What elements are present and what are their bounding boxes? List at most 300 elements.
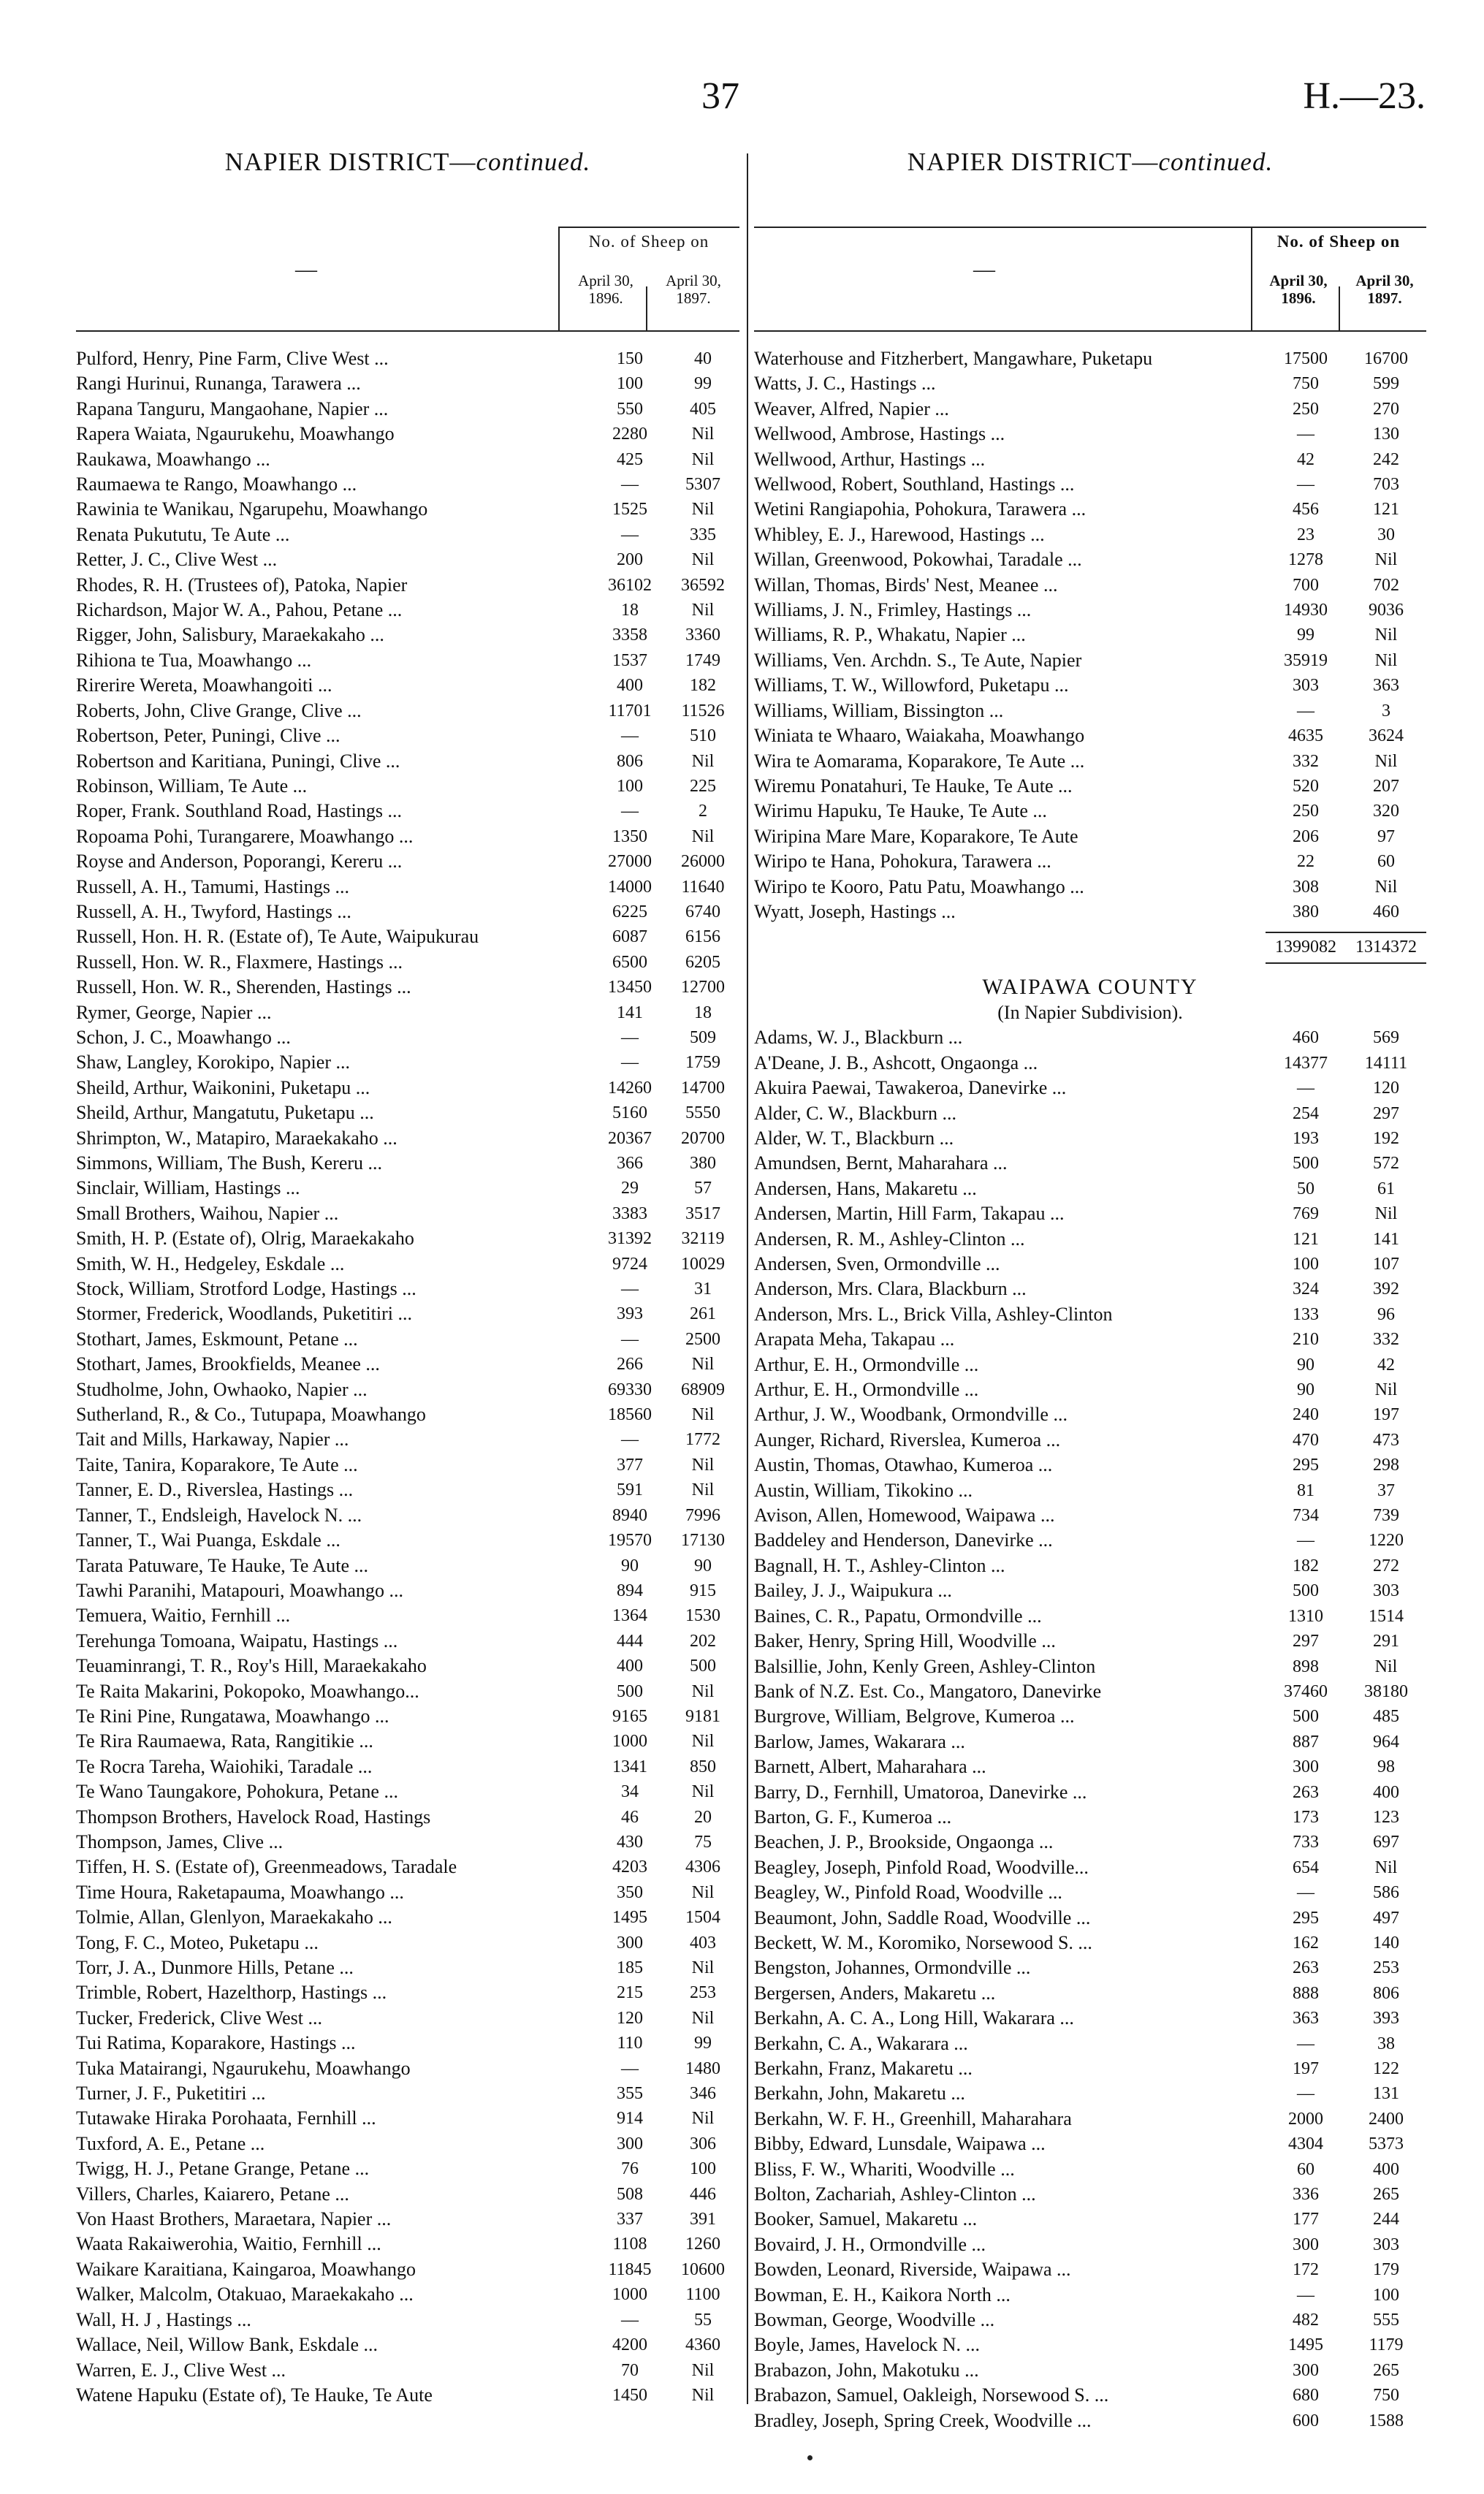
left-heading-main: NAPIER DISTRICT— <box>224 148 476 176</box>
table-row <box>76 1679 739 1704</box>
table-row <box>76 2207 739 2232</box>
owner-name: Bailey, J. J., Waipukura ... <box>754 1580 952 1602</box>
sheep-1897: 14700 <box>681 1078 725 1098</box>
sheep-1897: 253 <box>690 1983 716 2003</box>
sheep-1896: 240 <box>1293 1405 1319 1425</box>
sheep-1896: 14000 <box>608 877 652 897</box>
owner-name: Rapera Waiata, Ngaurukehu, Moawhango <box>76 423 395 445</box>
sheep-1897: 391 <box>690 2210 716 2229</box>
sheep-1897: 61 <box>1377 1179 1395 1198</box>
sheep-1897: 100 <box>1373 2285 1399 2305</box>
table-row <box>754 1277 1426 1301</box>
table-row <box>754 2081 1426 2106</box>
sheep-1897: 393 <box>1373 2009 1399 2029</box>
table-row <box>76 1402 739 1427</box>
table-row <box>754 1201 1426 1226</box>
sheep-1897: 37 <box>1377 1480 1395 1500</box>
sheep-1896: 769 <box>1293 1204 1319 1224</box>
owner-name: Torr, J. A., Dunmore Hills, Petane ... <box>76 1957 354 1978</box>
table-row <box>754 447 1426 472</box>
sheep-1896: 263 <box>1293 1782 1319 1802</box>
sheep-1896: 172 <box>1293 2260 1319 2280</box>
sheep-1897: 1504 <box>685 1908 720 1928</box>
owner-name: Tucker, Frederick, Clive West ... <box>76 2007 322 2029</box>
sheep-1896: 11701 <box>608 701 652 721</box>
sheep-1897: 5307 <box>685 475 720 495</box>
sheep-1896: 1537 <box>612 650 647 670</box>
owner-name: Russell, Hon. W. R., Flaxmere, Hastings ... <box>76 951 403 973</box>
sheep-1897: 36592 <box>681 575 725 595</box>
table-row <box>754 2257 1426 2282</box>
owner-name: Balsillie, John, Kenly Green, Ashley-Clinton <box>754 1655 1096 1677</box>
sheep-1896: 120 <box>617 2008 643 2028</box>
sheep-1897: 702 <box>1373 575 1399 595</box>
table-row <box>754 1629 1426 1654</box>
sheep-1896: 1000 <box>612 1732 647 1752</box>
table-row <box>754 1906 1426 1931</box>
column-divider <box>747 153 748 2404</box>
sheep-1896: 303 <box>1293 676 1319 696</box>
sheep-1897: 179 <box>1373 2260 1399 2280</box>
sheep-1896: — <box>1297 1883 1314 1903</box>
sheep-1896: 914 <box>617 2109 643 2129</box>
owner-name: Baker, Henry, Spring Hill, Woodville ... <box>754 1630 1056 1652</box>
sheep-1896: 215 <box>617 1983 643 2003</box>
sheep-1896: 31392 <box>608 1229 652 1249</box>
sheep-1897: Nil <box>1374 877 1398 897</box>
owner-name: Russell, A. H., Twyford, Hastings ... <box>76 900 351 922</box>
table-row <box>76 1629 739 1654</box>
sheep-1897: 99 <box>694 2034 712 2053</box>
sheep-1897: 1749 <box>685 650 720 670</box>
sheep-1896: 393 <box>617 1304 643 1324</box>
sheep-1897: 38 <box>1377 2034 1395 2053</box>
owner-name: Tutawake Hiraka Porohaata, Fernhill ... <box>76 2107 376 2129</box>
sheep-1897: 10029 <box>681 1254 725 1274</box>
left-date1-header: April 30, 1896. <box>578 272 633 307</box>
table-row <box>76 1352 739 1377</box>
owner-name: Avison, Allen, Homewood, Waipawa ... <box>754 1505 1055 1527</box>
sheep-1896: 18560 <box>608 1405 652 1425</box>
sheep-1897: 123 <box>1373 1807 1399 1827</box>
owner-name: Berkahn, A. C. A., Long Hill, Wakarara ... <box>754 2007 1074 2029</box>
sheep-1897: Nil <box>691 425 715 444</box>
sheep-1897: 2 <box>699 802 707 821</box>
owner-name: Adams, W. J., Blackburn ... <box>754 1027 963 1049</box>
owner-name: Raukawa, Moawhango ... <box>76 448 270 470</box>
owner-name: Bagnall, H. T., Ashley-Clinton ... <box>754 1554 1005 1576</box>
sheep-1897: 14111 <box>1364 1053 1408 1073</box>
owner-name: Rihiona te Tua, Moawhango ... <box>76 649 312 671</box>
owner-name: Willan, Greenwood, Pokowhai, Taradale ... <box>754 549 1082 571</box>
sheep-1896: 100 <box>617 776 643 796</box>
owner-name: Sutherland, R., & Co., Tutupapa, Moawhango <box>76 1404 426 1426</box>
sheep-1896: 17500 <box>1284 349 1328 368</box>
sheep-1896: 70 <box>621 2360 639 2380</box>
sheep-1897: 26000 <box>681 852 725 872</box>
sheep-1897: 16700 <box>1364 349 1408 368</box>
owner-name: Retter, J. C., Clive West ... <box>76 549 278 571</box>
owner-name: Tait and Mills, Harkaway, Napier ... <box>76 1429 349 1451</box>
sheep-1896: 266 <box>617 1355 643 1375</box>
sheep-1896: — <box>621 1329 639 1349</box>
sheep-1897: 9036 <box>1369 601 1404 620</box>
owner-name: Alder, W. T., Blackburn ... <box>754 1127 954 1149</box>
sheep-1897: Nil <box>691 751 715 771</box>
sheep-1897: 306 <box>690 2134 716 2153</box>
sheep-1897: 850 <box>690 1757 716 1776</box>
owner-name: Royse and Anderson, Poporangi, Kereru ... <box>76 851 403 872</box>
table-row <box>754 1654 1426 1679</box>
owner-name: Andersen, R. M., Ashley-Clinton ... <box>754 1228 1025 1250</box>
owner-name: Rapana Tanguru, Mangaohane, Napier ... <box>76 398 389 419</box>
table-row <box>754 1176 1426 1201</box>
sheep-1896: — <box>621 1053 639 1073</box>
sheep-1896: 1000 <box>612 2285 647 2305</box>
owner-name: Te Rocra Tareha, Waiohiki, Taradale ... <box>76 1755 373 1777</box>
sheep-1897: 75 <box>694 1832 712 1852</box>
sheep-1897: Nil <box>1374 626 1398 645</box>
owner-name: Villers, Charles, Kaiarero, Petane ... <box>76 2183 349 2205</box>
sheep-1896: 69330 <box>608 1380 652 1399</box>
sheep-1896: 500 <box>1293 1154 1319 1174</box>
sheep-1896: 1108 <box>612 2235 647 2254</box>
table-row <box>754 2358 1426 2383</box>
table-row <box>754 422 1426 446</box>
sheep-1897: 1179 <box>1369 2335 1404 2355</box>
table-row <box>76 1729 739 1754</box>
sheep-1897: Nil <box>691 1681 715 1701</box>
sheep-1896: 733 <box>1293 1833 1319 1852</box>
sheep-1897: 11526 <box>681 701 725 721</box>
owner-name: Turner, J. F., Puketitiri ... <box>76 2083 266 2105</box>
sheep-1896: 600 <box>1293 2411 1319 2430</box>
owner-name: Berkahn, Franz, Makaretu ... <box>754 2058 973 2079</box>
table-row <box>754 2006 1426 2031</box>
owner-name: Wellwood, Ambrose, Hastings ... <box>754 423 1005 445</box>
sheep-1896: 806 <box>617 751 643 771</box>
sheep-1896: 19570 <box>608 1531 652 1551</box>
sheep-1897: Nil <box>691 1405 715 1425</box>
owner-name: Simmons, William, The Bush, Kereru ... <box>76 1152 383 1174</box>
sheep-1897: 697 <box>1373 1833 1399 1852</box>
owner-name: Robertson, Peter, Puningi, Clive ... <box>76 725 340 747</box>
sheep-1896: — <box>1297 1079 1314 1098</box>
table-row <box>754 2207 1426 2232</box>
sheep-1897: 60 <box>1377 852 1395 872</box>
total-1896: 1399082 <box>1275 938 1336 957</box>
table-row <box>76 397 739 422</box>
table-row <box>76 422 739 446</box>
owner-name: Stothart, James, Brookfields, Meanee ... <box>76 1353 380 1375</box>
sheep-1896: 13450 <box>608 978 652 997</box>
owner-name: Weaver, Alfred, Napier ... <box>754 398 949 419</box>
owner-name: Rigger, John, Salisbury, Maraekakaho ... <box>76 624 384 646</box>
owner-name: Bengston, Johannes, Ormondville ... <box>754 1957 1031 1979</box>
sheep-1897: 1759 <box>685 1053 720 1073</box>
owner-name: Barlow, James, Wakarara ... <box>754 1730 965 1752</box>
sheep-1896: 654 <box>1293 1858 1319 1877</box>
sheep-1896: 500 <box>1293 1707 1319 1727</box>
owner-name: Walker, Malcolm, Otakuao, Maraekakaho ... <box>76 2284 414 2305</box>
table-row <box>754 1377 1426 1402</box>
owner-name: Tawhi Paranihi, Matapouri, Moawhango ... <box>76 1579 404 1601</box>
sheep-1897: 739 <box>1373 1506 1399 1526</box>
table-row <box>754 699 1426 723</box>
sheep-1896: 1341 <box>612 1757 647 1776</box>
table-row <box>76 547 739 572</box>
sheep-1896: 14260 <box>608 1078 652 1098</box>
table-row <box>76 1201 739 1226</box>
right-table-header <box>754 178 1426 332</box>
table-row <box>754 1604 1426 1629</box>
owner-name: Bliss, F. W., Whariti, Woodville ... <box>754 2158 1015 2180</box>
owner-name: Arthur, E. H., Ormondville ... <box>754 1353 979 1375</box>
owner-name: Tuxford, A. E., Petane ... <box>76 2132 265 2154</box>
table-row <box>76 1980 739 2005</box>
table-row <box>754 875 1426 900</box>
sheep-1896: 894 <box>617 1581 643 1600</box>
sheep-1897: 1514 <box>1369 1606 1404 1626</box>
table-row <box>76 699 739 723</box>
table-row <box>76 1478 739 1502</box>
sheep-1897: 107 <box>1373 1255 1399 1274</box>
county-subtitle: (In Napier Subdivision). <box>997 1002 1183 1024</box>
sheep-1897: 392 <box>1373 1280 1399 1299</box>
sheep-1897: 3624 <box>1369 726 1404 746</box>
table-row <box>76 849 739 874</box>
sheep-1896: 888 <box>1293 1983 1319 2003</box>
sheep-1897: 31 <box>694 1280 712 1299</box>
owner-name: Beagley, Joseph, Pinfold Road, Woodville... <box>754 1856 1089 1878</box>
owner-name: Bank of N.Z. Est. Co., Mangatoro, Danevirke <box>754 1680 1102 1702</box>
sheep-1897: 131 <box>1373 2084 1399 2104</box>
owner-name: Wellwood, Arthur, Hastings ... <box>754 448 986 470</box>
sheep-1897: Nil <box>691 550 715 570</box>
table-row <box>754 2409 1426 2433</box>
sheep-1896: 14377 <box>1284 1053 1328 1073</box>
left-table-header <box>76 178 739 332</box>
sheep-1896: — <box>1297 425 1314 444</box>
sheep-1896: 1495 <box>612 1908 647 1928</box>
table-row <box>754 1730 1426 1754</box>
sheep-1897: 225 <box>690 776 716 796</box>
sheep-1897: 806 <box>1373 1983 1399 2003</box>
table-row <box>754 1754 1426 1779</box>
sheep-1896: 470 <box>1293 1430 1319 1450</box>
sheep-1896: 4203 <box>612 1858 647 1877</box>
owner-name: Temuera, Waitio, Fernhill ... <box>76 1605 291 1627</box>
sheep-1897: 3 <box>1382 701 1390 721</box>
sheep-1897: Nil <box>691 826 715 846</box>
sheep-1897: 57 <box>694 1179 712 1198</box>
owner-name: Andersen, Martin, Hill Farm, Takapau ... <box>754 1203 1065 1225</box>
sheep-1896: 300 <box>1293 2235 1319 2254</box>
owner-name: Wall, H. J , Hastings ... <box>76 2308 251 2330</box>
table-row <box>754 1025 1426 1050</box>
owner-name: Rymer, George, Napier ... <box>76 1001 272 1023</box>
sheep-1896: 363 <box>1293 2009 1319 2029</box>
sheep-1896: 29 <box>621 1179 639 1198</box>
table-row <box>76 1277 739 1301</box>
table-row <box>754 1554 1426 1578</box>
sheep-1896: 193 <box>1293 1128 1319 1148</box>
owner-name: Bradley, Joseph, Spring Creek, Woodville ... <box>754 2409 1092 2431</box>
owner-name: Whibley, E. J., Harewood, Hastings ... <box>754 523 1045 545</box>
sheep-1897: 473 <box>1373 1430 1399 1450</box>
table-row <box>754 573 1426 598</box>
sheep-1896: 4304 <box>1288 2134 1323 2154</box>
table-row <box>754 522 1426 547</box>
sheep-1897: 915 <box>690 1581 716 1600</box>
sheep-1897: 303 <box>1373 1581 1399 1601</box>
owner-name: Von Haast Brothers, Maraetara, Napier ... <box>76 2208 392 2230</box>
sheep-1896: 110 <box>617 2034 643 2053</box>
owner-name: Pulford, Henry, Pine Farm, Clive West ... <box>76 348 389 369</box>
owner-name: Wiripo te Kooro, Patu Patu, Moawhango ... <box>754 875 1084 897</box>
owner-name: A'Deane, J. B., Ashcott, Ongaonga ... <box>754 1052 1038 1073</box>
sheep-1896: — <box>1297 2285 1314 2305</box>
right-table-body-waipawa <box>754 1025 1426 2433</box>
sheep-1896: 550 <box>617 399 643 419</box>
sheep-1897: 192 <box>1373 1128 1399 1148</box>
owner-name: Winiata te Whaaro, Waiakaha, Moawhango <box>754 725 1085 747</box>
sheep-1897: 3517 <box>685 1204 720 1223</box>
sheep-1897: 9181 <box>685 1706 720 1726</box>
owner-name: Amundsen, Bernt, Maharahara ... <box>754 1152 1008 1174</box>
table-row <box>76 1554 739 1578</box>
table-row <box>76 900 739 924</box>
table-row <box>76 1226 739 1251</box>
owner-name: Austin, Thomas, Otawhao, Kumeroa ... <box>754 1454 1053 1476</box>
table-row <box>754 1780 1426 1805</box>
owner-name: Williams, T. W., Willowford, Puketapu ... <box>754 674 1069 696</box>
table-row <box>76 1603 739 1628</box>
owner-name: Terehunga Tomoana, Waipatu, Hastings ... <box>76 1630 398 1651</box>
sheep-1896: 1450 <box>612 2385 647 2405</box>
sheep-1897: Nil <box>1374 751 1398 771</box>
sheep-1897: Nil <box>691 1958 715 1977</box>
owner-name: Tarata Patuware, Te Hauke, Te Aute ... <box>76 1554 369 1576</box>
sheep-1896: 430 <box>617 1832 643 1852</box>
sheep-1896: 300 <box>617 2134 643 2153</box>
owner-name: Berkahn, John, Makaretu ... <box>754 2083 965 2105</box>
sheep-1896: 500 <box>617 1681 643 1701</box>
table-row <box>76 2182 739 2207</box>
table-row <box>76 2081 739 2106</box>
table-row <box>76 2006 739 2031</box>
sheep-1897: Nil <box>691 2385 715 2405</box>
table-row <box>76 1176 739 1201</box>
sheep-1896: 482 <box>1293 2311 1319 2330</box>
table-row <box>754 849 1426 874</box>
owner-name: Studholme, John, Owhaoko, Napier ... <box>76 1378 368 1400</box>
sheep-1896: 90 <box>1297 1380 1314 1400</box>
owner-name: Tong, F. C., Moteo, Puketapu ... <box>76 1931 319 1953</box>
table-row <box>754 1578 1426 1603</box>
owner-name: Sheild, Arthur, Waikonini, Puketapu ... <box>76 1076 370 1098</box>
table-row <box>76 2156 739 2181</box>
sheep-1896: 100 <box>1293 1255 1319 1274</box>
table-row <box>76 2282 739 2307</box>
owner-name: Warren, E. J., Clive West ... <box>76 2359 286 2381</box>
table-row <box>754 1126 1426 1151</box>
sheep-1896: 425 <box>617 449 643 469</box>
table-row <box>754 1227 1426 1252</box>
table-row <box>76 749 739 774</box>
owner-name: Andersen, Hans, Makaretu ... <box>754 1177 977 1199</box>
sheep-1897: Nil <box>691 1455 715 1475</box>
sheep-1896: 42 <box>1297 449 1314 469</box>
owner-name: Stock, William, Strotford Lodge, Hastings ... <box>76 1278 416 1300</box>
sheep-1896: 508 <box>617 2184 643 2204</box>
owner-name: Tanner, T., Wai Puanga, Eskdale ... <box>76 1529 340 1551</box>
table-row <box>754 1981 1426 2006</box>
table-row <box>754 749 1426 774</box>
owner-name: Williams, Ven. Archdn. S., Te Aute, Napier <box>754 649 1082 671</box>
owner-name: Sheild, Arthur, Mangatutu, Puketapu ... <box>76 1102 374 1124</box>
sheep-1897: 2500 <box>685 1329 720 1349</box>
table-row <box>76 673 739 698</box>
owner-name: Brabazon, John, Makotuku ... <box>754 2359 979 2381</box>
table-row <box>754 1151 1426 1176</box>
sheep-1896: 700 <box>1293 575 1319 595</box>
sheep-1897: 17130 <box>681 1531 725 1551</box>
owner-name: Watts, J. C., Hastings ... <box>754 373 936 395</box>
owner-name: Beckett, W. M., Koromiko, Norsewood S. ... <box>754 1931 1092 1953</box>
sheep-1897: 20 <box>694 1807 712 1827</box>
left-sheep-header: No. of Sheep on <box>588 232 709 251</box>
table-row <box>754 2056 1426 2081</box>
table-row <box>76 573 739 598</box>
sheep-1897: 964 <box>1373 1732 1399 1752</box>
sheep-1897: 5550 <box>685 1103 720 1123</box>
table-row <box>754 673 1426 698</box>
table-row <box>76 2308 739 2333</box>
sheep-1897: 253 <box>1373 1958 1399 1978</box>
table-row <box>76 875 739 900</box>
sheep-1896: 23 <box>1297 525 1314 544</box>
sheep-1896: — <box>621 726 639 746</box>
sheep-1896: 1525 <box>612 500 647 520</box>
right-heading-main: NAPIER DISTRICT— <box>907 148 1159 176</box>
sheep-1896: 11845 <box>608 2259 652 2279</box>
sheep-1896: 14930 <box>1284 601 1328 620</box>
sheep-1897: 182 <box>690 676 716 696</box>
table-row <box>76 799 739 824</box>
sheep-1897: 332 <box>1373 1330 1399 1350</box>
sheep-1897: 400 <box>1373 2159 1399 2179</box>
sheep-1897: 98 <box>1377 1757 1395 1777</box>
owner-name: Robertson and Karitiana, Puningi, Clive ... <box>76 750 400 772</box>
sheep-1896: 3358 <box>612 626 647 645</box>
sheep-1896: 350 <box>617 1882 643 1902</box>
sheep-1897: 202 <box>690 1631 716 1651</box>
sheep-1897: 555 <box>1373 2311 1399 2330</box>
sheep-1896: 444 <box>617 1631 643 1651</box>
table-row <box>76 2358 739 2383</box>
left-name-column-header: — <box>295 257 317 281</box>
sheep-1897: 2400 <box>1369 2109 1404 2129</box>
sheep-1897: Nil <box>1374 1380 1398 1400</box>
sheep-1897: 1588 <box>1369 2411 1404 2430</box>
sheep-1897: 380 <box>690 1154 716 1173</box>
sheep-1896: 336 <box>1293 2185 1319 2205</box>
sheep-1897: 197 <box>1373 1405 1399 1425</box>
owner-name: Smith, H. P. (Estate of), Olrig, Maraekakaho <box>76 1228 414 1250</box>
sheep-1897: 90 <box>694 1556 712 1575</box>
table-row <box>76 723 739 748</box>
